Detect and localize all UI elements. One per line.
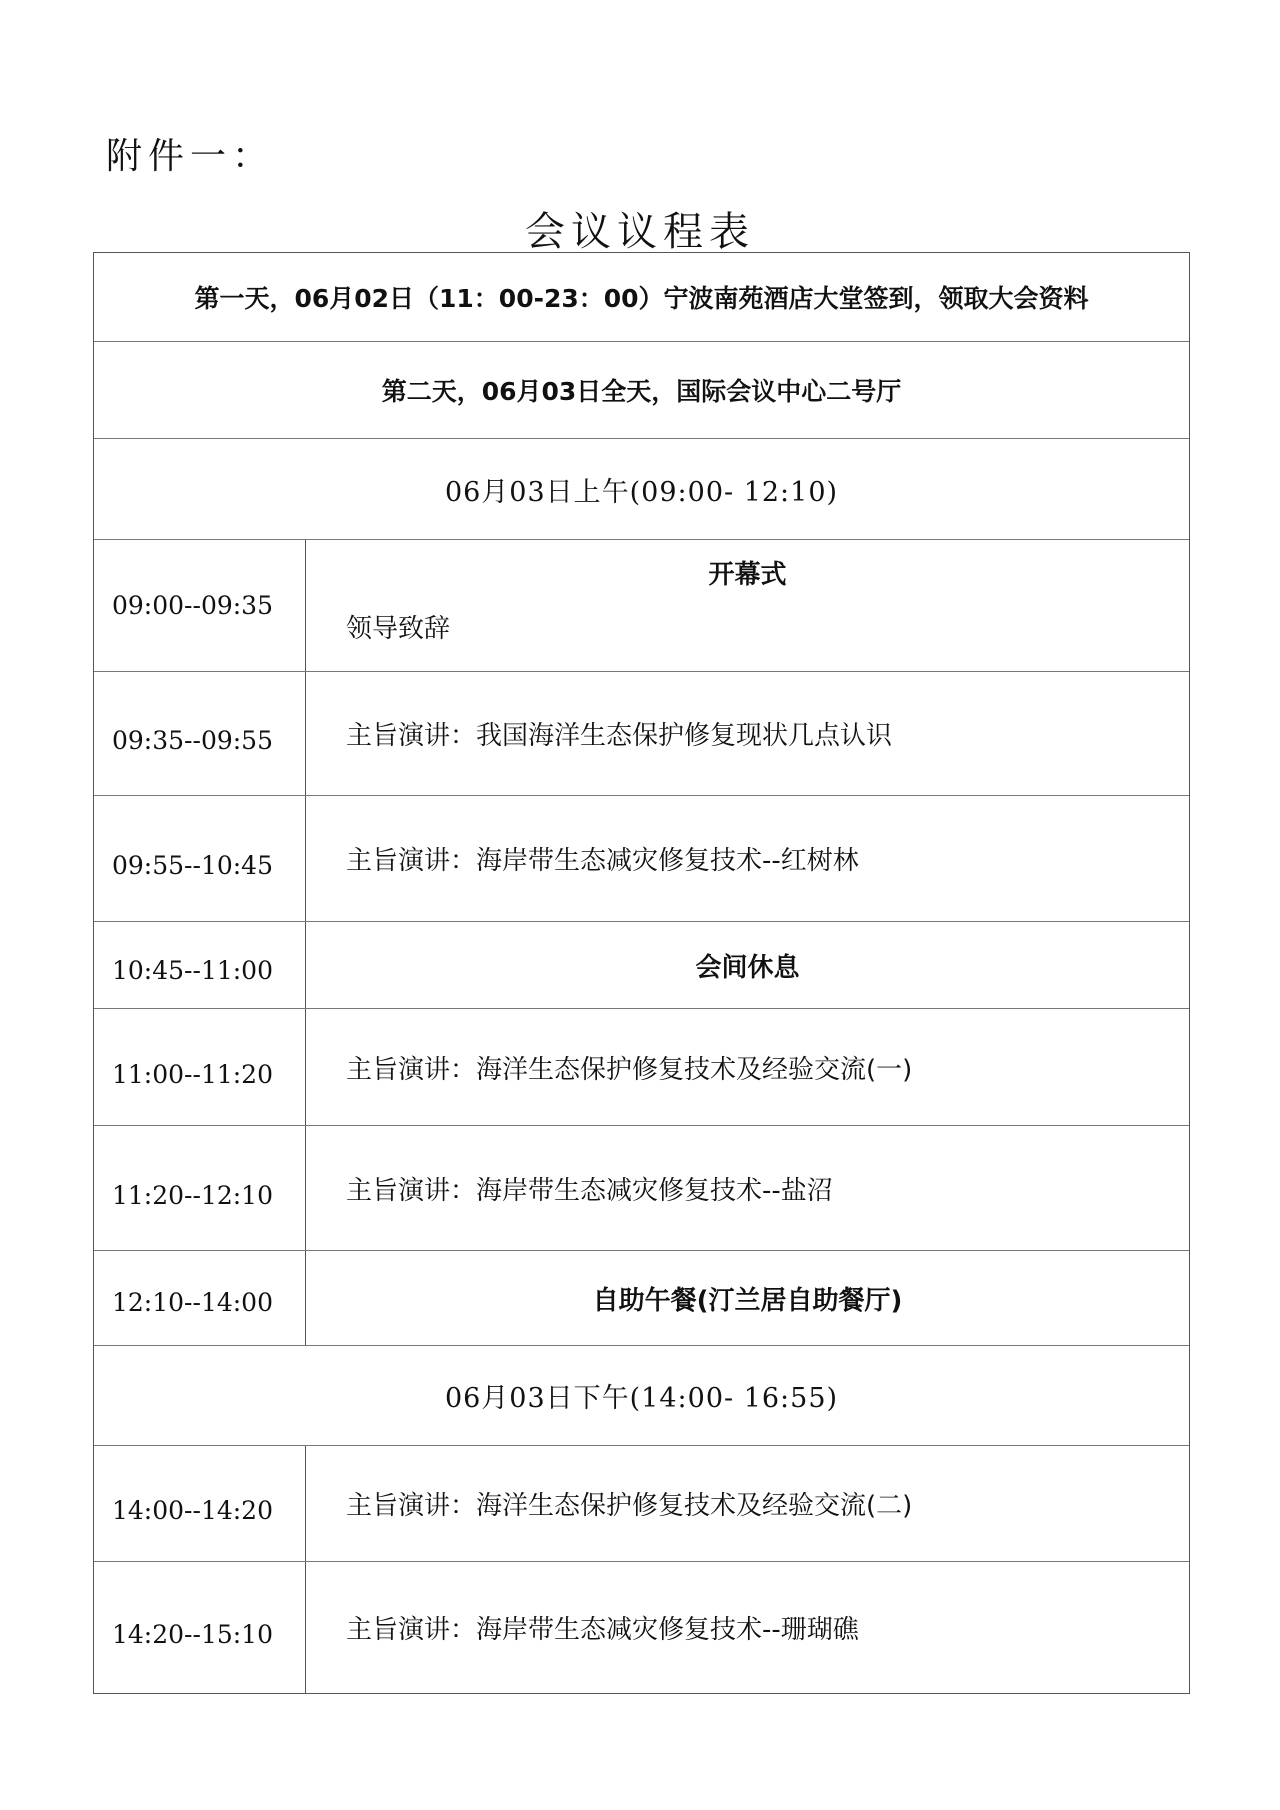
page-title: 会议议程表 — [525, 209, 755, 255]
session-text: 主旨演讲：海岸带生态减灾修复技术--珊瑚礁 — [346, 1615, 859, 1645]
session-text: 主旨演讲：海洋生态保护修复技术及经验交流(一) — [346, 1054, 913, 1085]
time-cell: 09:35--09:55 — [94, 672, 306, 795]
agenda-cell — [306, 540, 1189, 671]
time-cell: 11:00--11:20 — [94, 1009, 306, 1125]
day2-row — [94, 341, 1189, 438]
table-row — [94, 1561, 1189, 1693]
session-text: 领导致辞 — [346, 614, 451, 644]
attachment-label: 附件一： — [106, 136, 275, 177]
day2-text: 第二天，06月03日全天，国际会议中心二号厅 — [381, 377, 902, 406]
time-cell: 09:00--09:35 — [94, 540, 306, 671]
morning-header-row — [94, 438, 1189, 539]
lunch-text: 自助午餐(汀兰居自助餐厅) — [592, 1285, 903, 1316]
time-cell: 11:20--12:10 — [94, 1126, 306, 1250]
break-text: 会间休息 — [695, 952, 800, 983]
afternoon-header-row — [94, 1345, 1189, 1445]
table-row — [94, 539, 1189, 671]
session-text: 主旨演讲：海岸带生态减灾修复技术--红树林 — [346, 846, 859, 876]
session-text: 主旨演讲：海洋生态保护修复技术及经验交流(二) — [346, 1491, 913, 1521]
time-cell: 12:10--14:00 — [94, 1251, 306, 1345]
session-title: 开幕式 — [708, 560, 787, 590]
table-row — [94, 921, 1189, 1008]
table-row — [94, 671, 1189, 795]
time-cell: 14:20--15:10 — [94, 1562, 306, 1693]
morning-header: 06月03日上午(09:00- 12:10) — [444, 476, 839, 508]
time-cell: 14:00--14:20 — [94, 1446, 306, 1561]
table-row — [94, 1445, 1189, 1561]
table-row — [94, 1125, 1189, 1250]
agenda-table — [93, 252, 1190, 1694]
time-cell: 09:55--10:45 — [94, 796, 306, 921]
table-row — [94, 795, 1189, 921]
day1-row — [94, 253, 1189, 341]
day1-text: 第一天，06月02日（11：00-23：00）宁波南苑酒店大堂签到，领取大会资料 — [194, 284, 1089, 313]
afternoon-header: 06月03日下午(14:00- 16:55) — [444, 1383, 839, 1414]
table-row — [94, 1250, 1189, 1345]
session-text: 主旨演讲：我国海洋生态保护修复现状几点认识 — [346, 721, 893, 751]
session-text: 主旨演讲：海岸带生态减灾修复技术--盐沼 — [346, 1175, 833, 1206]
table-row — [94, 1008, 1189, 1125]
time-cell: 10:45--11:00 — [94, 922, 306, 1008]
